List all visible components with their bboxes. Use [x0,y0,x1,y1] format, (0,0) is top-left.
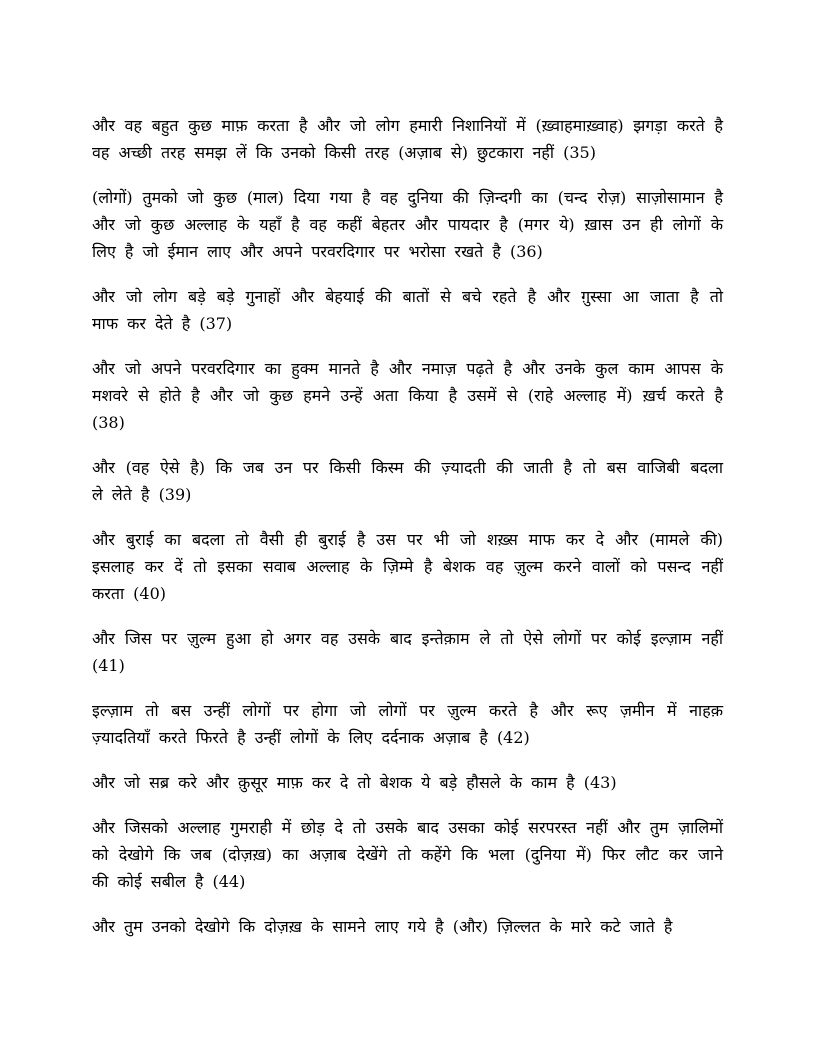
text-line: इल्ज़ाम तो बस उन्हीं लोगों पर होगा जो लोगों पर ज़ुल्म करते है और रूए ज़मीन में नाहक़ [92,701,723,720]
text-line: (38) [92,413,125,432]
verse-paragraph [92,184,723,265]
text-line: माफ कर देते है (37) [92,314,233,333]
verse-paragraph [92,769,723,796]
text-line: और जो लोग बड़े बड़े गुनाहों और बेहयाई की बातों से बचे रहते है और ग़ुस्सा आ जाता है तो [92,287,723,306]
text-line: मशवरे से होते है और जो कुछ हमने उन्हें अता किया है उसमें से (राहे अल्लाह में) ख़र्च करते है [92,386,723,405]
text-line: वह अच्छी तरह समझ लें कि उनको किसी तरह (अज़ाब से) छुटकारा नहीं (35) [92,143,596,162]
text-line: और जिसको अल्लाह गुमराही में छोड़ दे तो उसके बाद उसका कोई सरपरस्त नहीं और तुम ज़ालिमों [92,818,723,837]
text-line: और जो कुछ अल्लाह के यहाँ है वह कहीं बेहतर और पायदार है (मगर ये) ख़ास उन ही लोगों के [92,215,723,234]
verse-paragraph [92,283,723,337]
verse-paragraph [92,454,723,508]
verse-paragraph [92,814,723,895]
text-line: (लोगों) तुमको जो कुछ (माल) दिया गया है वह दुनिया की ज़िन्दगी का (चन्द रोज़) साज़ोसामान है [92,188,723,207]
verse-paragraph [92,625,723,679]
text-line: और जिस पर ज़ुल्म हुआ हो अगर वह उसके बाद इन्तेक़ाम ले तो ऐसे लोगों पर कोई इल्ज़ाम नहीं [92,629,723,648]
verse-paragraph [92,112,723,166]
text-line: करता (40) [92,584,167,603]
text-line: और (वह ऐसे है) कि जब उन पर किसी किस्म की ज़्यादती की जाती है तो बस वाजिबी बदला [92,458,723,477]
text-line: को देखोगे कि जब (दोज़ख़) का अज़ाब देखेंगे तो कहेंगे कि भला (दुनिया में) फिर लौट कर जाने [92,845,723,864]
text-line: और तुम उनको देखोगे कि दोज़ख़ के सामने लाए गये है (और) ज़िल्लत के मारे कटे जाते है [92,917,673,936]
text-line: ज़्यादतियाँ करते फिरते है उन्हीं लोगों के लिए दर्दनाक अज़ाब है (42) [92,728,530,747]
verse-paragraph [92,913,723,940]
verse-paragraph [92,526,723,607]
text-line: लिए है जो ईमान लाए और अपने परवरदिगार पर भरोसा रखते है (36) [92,242,543,261]
verse-paragraph [92,355,723,436]
text-line: और जो सब्र करे और क़ुसूर माफ़ कर दे तो बेशक ये बड़े हौसले के काम है (43) [92,773,617,792]
text-line: और बुराई का बदला तो वैसी ही बुराई है उस पर भी जो शख़्स माफ कर दे और (मामले की) [92,530,723,549]
text-line: और वह बहुत कुछ माफ़ करता है और जो लोग हमारी निशानियों में (ख़्वाहमाख़्वाह) झगड़ा करते है [92,116,723,135]
text-line: और जो अपने परवरदिगार का हुक्म मानते है और नमाज़ पढ़ते है और उनके कुल काम आपस के [92,359,723,378]
text-line: की कोई सबील है (44) [92,872,246,891]
text-line: ले लेते है (39) [92,485,192,504]
text-line: इसलाह कर दें तो इसका सवाब अल्लाह के ज़िम्मे है बेशक वह ज़ुल्म करने वालों को पसन्द नहीं [92,557,723,576]
verse-text-block [92,112,723,958]
text-line: (41) [92,656,125,675]
verse-paragraph [92,697,723,751]
